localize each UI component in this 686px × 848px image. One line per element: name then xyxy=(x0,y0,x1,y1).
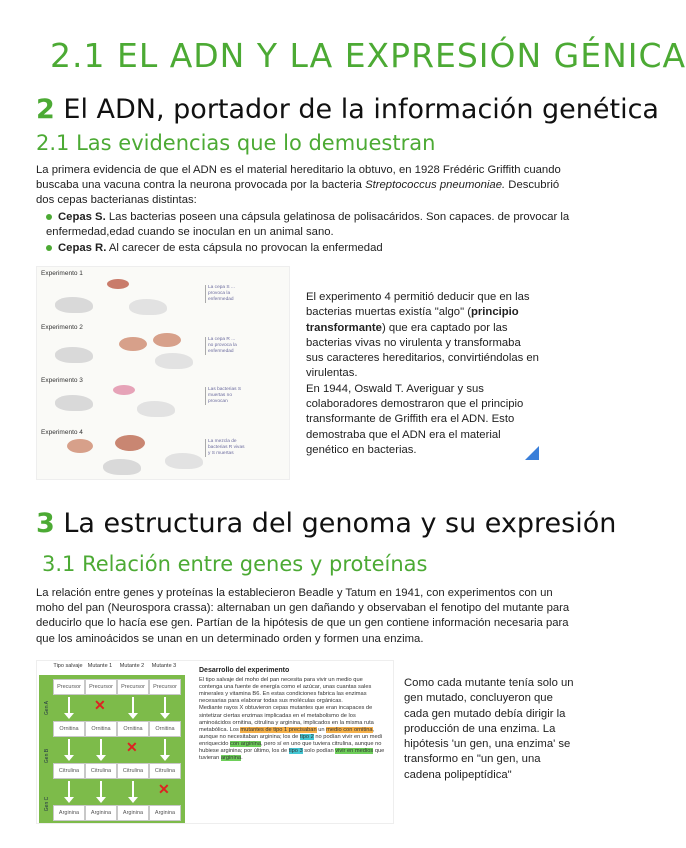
conclusion-bold: principio transformante xyxy=(306,306,519,334)
mouse-illustration xyxy=(55,395,93,411)
pathway-cell: Ornitina xyxy=(85,721,117,737)
section-3-number: 3 xyxy=(36,508,55,539)
section-3-1-heading xyxy=(42,552,427,576)
gene-label: Gen A xyxy=(43,701,50,715)
bullet-label: Cepas R. xyxy=(58,242,107,254)
mouse-illustration xyxy=(103,459,141,475)
pathway-cell: Arginina xyxy=(149,805,181,821)
column-header: Tipo salvaje xyxy=(53,663,83,669)
bullet-cepas-r xyxy=(46,241,572,256)
pathway-cell: Precursor xyxy=(53,679,85,695)
pathway-cell: Arginina xyxy=(53,805,85,821)
bullet-cepas-s xyxy=(46,210,572,240)
figure-note: La cepa S ... provoca la enfermedad xyxy=(205,285,282,303)
intro-text-b: Descubrió dos cepas bacterianas distintas: xyxy=(36,179,560,207)
down-arrow-icon xyxy=(164,697,166,715)
mouse-illustration xyxy=(55,297,93,313)
beadle-tatum-conclusion: Como cada mutante tenía solo un gen mutado, concluyeron que cada gen mutado debía dirigir la producción de una enzima. La hipótesis 'un gen, una enzima' se transformo en "un gen, una cadena polipeptídica" xyxy=(404,677,574,781)
experiment-label: Experimento 1 xyxy=(41,270,83,277)
beadle-tatum-figure xyxy=(36,660,394,824)
section-2-1-number: 2.1 xyxy=(36,131,70,155)
mouse-illustration xyxy=(55,347,93,363)
bullet-text: Las bacterias poseen una cápsula gelatinosa de polisacáridos. Son capaces. de provocar la enfermedad,edad cuando se inoculan en un animal sano. xyxy=(46,211,570,239)
bullet-text: Al carecer de esta cápsula no provocan la enfermedad xyxy=(106,242,383,254)
pathway-cell: Arginina xyxy=(85,805,117,821)
section-3-heading xyxy=(36,508,616,539)
bacteria-dish xyxy=(115,435,145,451)
pathway-cell: Precursor xyxy=(117,679,149,695)
down-arrow-icon xyxy=(100,781,102,799)
conclusion-text-a: El experimento 4 permitió deducir que en las bacterias muertas existía "algo" ( xyxy=(306,291,530,319)
experiment-label: Experimento 3 xyxy=(41,377,83,384)
gene-label: Gen B xyxy=(44,748,51,764)
griffith-intro xyxy=(36,163,572,209)
mouse-illustration xyxy=(129,299,167,315)
mouse-illustration xyxy=(137,401,175,417)
blocked-x-icon: ✕ xyxy=(158,781,170,797)
pathway-cell: Ornitina xyxy=(149,721,181,737)
pathway-cell: Citrulina xyxy=(53,763,85,779)
bacteria-dish xyxy=(119,337,147,351)
conclusion-text-b: ) que era captado por las bacterias vivas no virulenta y transformaba sus caracteres hereditarios, convirtiéndolas en virulentas. xyxy=(306,321,539,380)
experiment-label: Experimento 2 xyxy=(41,324,83,331)
bacteria-dish xyxy=(113,385,135,395)
page-title: 2.1 EL ADN Y LA EXPRESIÓN GÉNICA xyxy=(50,36,686,75)
section-3-title: La estructura del genoma y su expresión xyxy=(63,508,617,539)
section-2-number: 2 xyxy=(36,94,55,125)
experiment-description: Desarrollo del experimento El tipo salvaje del moho del pan necesita para vivir un medio que contenga una fuente de energía como el azúcar, unas cuantas sales minerales y vitamina B6. En estas condiciones fabrica las enzimas necesarias para elaborar todas sus moléculas orgánicas. Mediante rayos X obtuvieron cepas mutantes que eran incapaces de sintetizar ciertas enzimas implicadas en el metabolismo de los aminoácidos ornitina, citrulina y arginina, implicados en la misma ruta metabólica. Los mutantes de tipo 1 precisaban un medio con ornitina, aunque no necesitaban arginina; los de tipo 2 no podían vivir en un medi enriquecido con arginina, pero sí en uno que tuviera citrulina, aunque no hubiese arginina; por último, los de tipo 3 solo podían vivir en medios que tuvieran arginina. xyxy=(199,667,387,762)
corner-triangle-icon xyxy=(525,446,539,460)
column-header: Mutante 2 xyxy=(119,663,145,669)
section-2-1-heading xyxy=(36,131,435,155)
pathway-cell: Precursor xyxy=(85,679,117,695)
pathway-cell: Arginina xyxy=(117,805,149,821)
pathway-cell: Ornitina xyxy=(117,721,149,737)
beadle-tatum-intro: La relación entre genes y proteínas la establecieron Beadle y Tatum en 1941, con experimentos con un moho del pan (Neurospora crassa): alternaban un gen dañando y observaban el fenotipo del mutante para deducirlo que lo hacía ese gen. Partían de la hipótesis de que un gen contiene información necesaria para que los aminoácidos se unan en un determinado orden y formen una enzima. xyxy=(36,587,570,645)
blocked-x-icon: ✕ xyxy=(126,739,138,755)
section-2-1-title: Las evidencias que lo demuestran xyxy=(76,131,436,155)
section-2-title: El ADN, portador de la información genética xyxy=(63,94,659,125)
bullet-label: Cepas S. xyxy=(58,211,106,223)
down-arrow-icon xyxy=(100,739,102,757)
gene-label: Gen C xyxy=(44,796,51,812)
figure-note: Las bacterias S muertas no provocan xyxy=(205,387,282,405)
bullet-dot xyxy=(46,245,52,251)
conclusion-text-c: En 1944, Oswald T. Averiguar y sus colaboradores demostraron que el principio transformante de Griffith era el ADN. Esto demostraba que el ADN era el material genético en bacterias. xyxy=(306,382,524,456)
section-2-heading xyxy=(36,94,659,125)
down-arrow-icon xyxy=(68,781,70,799)
pathway-table xyxy=(39,675,185,823)
section-3-1-title: Relación entre genes y proteínas xyxy=(82,552,428,576)
griffith-experiment-figure xyxy=(36,266,290,480)
figure-note: La cepa R ... no provoca la enfermedad xyxy=(205,337,282,355)
column-header: Mutante 1 xyxy=(87,663,113,669)
griffith-conclusion xyxy=(306,290,540,458)
experiment-description-title: Desarrollo del experimento xyxy=(199,667,290,674)
species-name: Streptococcus pneumoniae. xyxy=(365,179,506,192)
figure-note: La mezcla de bacterias R vivas y S muertas xyxy=(205,439,282,457)
pathway-cell: Citrulina xyxy=(149,763,181,779)
bacteria-dish xyxy=(67,439,93,453)
mouse-illustration xyxy=(165,453,203,469)
intro-text-a: La primera evidencia de que el ADN es el material hereditario la obtuvo, en 1928 Frédéric Griffith cuando buscaba una vacuna contra la neurona provocada por la bacteria xyxy=(36,164,561,192)
down-arrow-icon xyxy=(68,697,70,715)
section-3-1-number: 3.1 xyxy=(42,552,76,576)
down-arrow-icon xyxy=(132,781,134,799)
blocked-x-icon: ✕ xyxy=(94,697,106,713)
mouse-illustration xyxy=(155,353,193,369)
pathway-cell: Citrulina xyxy=(117,763,149,779)
pathway-cell: Ornitina xyxy=(53,721,85,737)
down-arrow-icon xyxy=(68,739,70,757)
pathway-cell: Precursor xyxy=(149,679,181,695)
experiment-label: Experimento 4 xyxy=(41,429,83,436)
column-header: Mutante 3 xyxy=(151,663,177,669)
bullet-dot xyxy=(46,214,52,220)
down-arrow-icon xyxy=(164,739,166,757)
bacteria-dish xyxy=(107,279,129,289)
down-arrow-icon xyxy=(132,697,134,715)
pathway-cell: Citrulina xyxy=(85,763,117,779)
bacteria-dish xyxy=(153,333,181,347)
